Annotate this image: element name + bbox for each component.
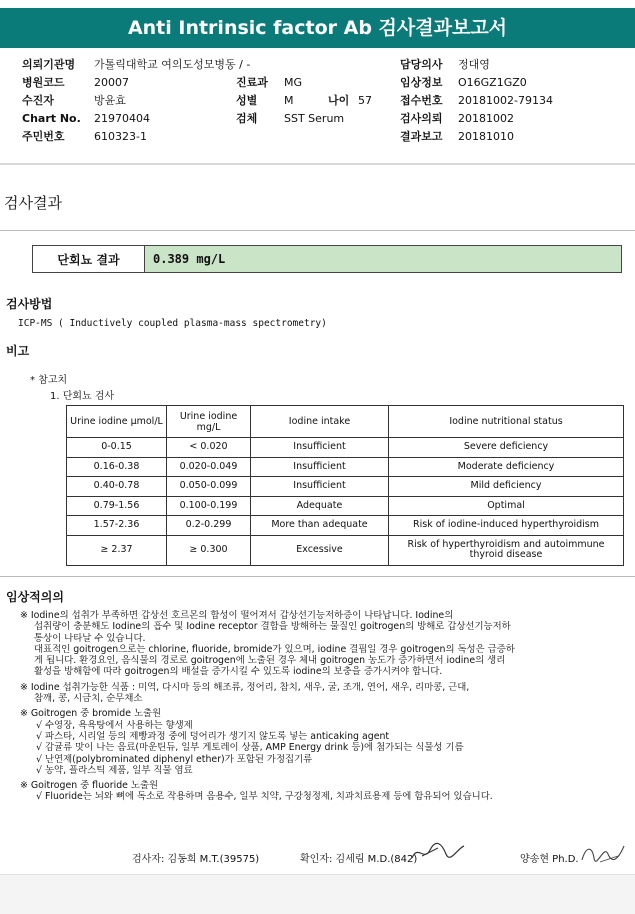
chart-no-value: 21970404 (94, 112, 150, 125)
cell: 0.40-0.78 (67, 477, 167, 497)
resident-no-label: 주민번호 (22, 130, 65, 143)
report-date-value: 20181010 (458, 130, 514, 143)
remarks-heading: 비고 (6, 344, 30, 358)
header-right (400, 56, 553, 146)
hospital-value: 가톨릭대학교 여의도성모병동 / - (94, 58, 251, 71)
note-line: √ 수영장, 욕욕탕에서 사용하는 향생제 (36, 719, 193, 731)
doctor-value: 정대영 (458, 58, 490, 71)
cell: More than adequate (251, 516, 389, 536)
note-line: √ 농약, 플라스틱 제품, 일부 직물 염료 (36, 764, 193, 776)
header-left (22, 56, 250, 146)
cell: Risk of hyperthyroidism and autoimmune thyroid disease (389, 535, 624, 565)
note-line: ※ Goitrogen 중 bromide 노출원 (20, 708, 162, 720)
table-row (67, 438, 624, 458)
result-heading: 검사결과 (4, 194, 62, 212)
table-row (67, 535, 624, 565)
clinical-notes (20, 610, 630, 803)
table-row (67, 477, 624, 497)
chart-no-label: Chart No. (22, 112, 81, 125)
result-label: 단회뇨 결과 (33, 246, 145, 272)
cell: Severe deficiency (389, 438, 624, 458)
cell: Optimal (389, 496, 624, 516)
sex-label: 성별 (236, 94, 258, 107)
col-header-status: Iodine nutritional status (389, 406, 624, 438)
clinical-info-value: O16GZ1GZ0 (458, 76, 527, 89)
result-box (32, 245, 622, 273)
patient-label: 수진자 (22, 94, 54, 107)
note-line: 게 됩니다. 환경요인, 음식물의 경로로 goitrogen에 노출된 경우 체내 goitrogen 농도가 증가하면서 iodine의 생리 (34, 655, 506, 667)
cell: Insufficient (251, 477, 389, 497)
hospital-code-label: 병원코드 (22, 76, 65, 89)
hospital-code-value: 20007 (94, 76, 129, 89)
method-heading: 검사방법 (6, 297, 53, 311)
cell: 0.16-0.38 (67, 457, 167, 477)
age-label: 나이 (328, 94, 350, 107)
cell: Mild deficiency (389, 477, 624, 497)
table-row (67, 516, 624, 536)
result-value: 0.389 mg/L (145, 246, 621, 272)
cell: 1.57-2.36 (67, 516, 167, 536)
request-date-value: 20181002 (458, 112, 514, 125)
doctor-label: 담당의사 (400, 58, 443, 71)
result-divider (0, 230, 635, 231)
note-line: 대표적인 goitrogen으로는 chlorine, fluoride, bromide가 있으며, iodine 결핍일 경우 goitrogen의 독성은 급증하 (34, 643, 515, 655)
table-row (67, 496, 624, 516)
handwritten-signature-icon (408, 840, 468, 864)
receipt-no-value: 20181002-79134 (458, 94, 553, 107)
cell: ≥ 0.300 (167, 535, 251, 565)
cell: Risk of iodine-induced hyperthyroidism (389, 516, 624, 536)
director-handwritten-signature-icon (578, 840, 628, 866)
col-header-mg: Urine iodine mg/L (167, 406, 251, 438)
cell: < 0.020 (167, 438, 251, 458)
resident-no-value: 610323-1 (94, 130, 147, 143)
note-line: √ Fluoride는 뇌와 뼈에 독소로 작용하며 음용수, 일부 치약, 구강청정제, 치과치료용제 등에 함유되어 있습니다. (36, 791, 493, 803)
note-line: √ 파스타, 시리얼 등의 제빵과정 중에 덩어리가 생기지 않도록 넣는 anticaking agent (36, 730, 390, 742)
col-header-intake: Iodine intake (251, 406, 389, 438)
cell: 0.020-0.049 (167, 457, 251, 477)
age-value: 57 (358, 94, 372, 107)
cell: Insufficient (251, 457, 389, 477)
cell: Adequate (251, 496, 389, 516)
clinical-info-label: 임상정보 (400, 76, 443, 89)
note-line: 참깨, 콩, 시금치, 순무채소 (34, 693, 143, 705)
note-line: √ 난연제(polybrominated diphenyl ether)가 포함된 가정집기류 (36, 753, 313, 765)
table-header-row (67, 406, 624, 438)
clinical-divider (0, 576, 635, 577)
cell: 0.050-0.099 (167, 477, 251, 497)
note-line: ※ Iodine의 섭취가 부족하면 갑상선 호르몬의 합성이 떨어져서 갑상선기능저하증이 나타납니다. Iodine의 (20, 610, 454, 621)
cell: 0-0.15 (67, 438, 167, 458)
reference-subtitle: 1. 단회뇨 검사 (50, 391, 115, 402)
tester-signature: 검사자: 김동희 M.T.(39575) (132, 854, 260, 865)
department-value: MG (284, 76, 303, 89)
reference-title: * 참고치 (30, 375, 68, 386)
request-date-label: 검사의뢰 (400, 112, 443, 125)
receipt-no-label: 접수번호 (400, 94, 443, 107)
sex-value: M (284, 94, 294, 107)
note-line: ※ Iodine 섭취가능한 식품 : 미역, 다시마 등의 해조류, 정어리, 참치, 새우, 굴, 조개, 연어, 새우, 리마콩, 근대, (20, 681, 470, 693)
cell: 0.79-1.56 (67, 496, 167, 516)
cell: Moderate deficiency (389, 457, 624, 477)
hospital-label: 의뢰기관명 (22, 58, 76, 71)
note-line: ※ Goitrogen 중 fluoride 노출원 (20, 780, 159, 792)
header-middle (236, 74, 372, 128)
patient-value: 방윤효 (94, 94, 126, 107)
reference-table (66, 405, 624, 566)
note-line: 활성을 방해함에 따라 goitrogen의 배설을 증가시킬 수 있도록 iodine의 보충을 증가시켜야 합니다. (34, 666, 443, 678)
report-title: Anti Intrinsic factor Ab 검사결과보고서 (0, 8, 635, 48)
cell: Excessive (251, 535, 389, 565)
director-signature: 양송현 Ph.D. (520, 854, 579, 865)
note-line: √ 감귤류 맛이 나는 음료(마운틴듀, 일부 게토레이 상품, AMP Energy drink 등)에 첨가되는 식물성 기름 (36, 742, 464, 754)
clinical-heading: 임상적의의 (6, 590, 64, 604)
cell: Insufficient (251, 438, 389, 458)
cell: ≥ 2.37 (67, 535, 167, 565)
col-header-umol: Urine iodine μmol/L (67, 406, 167, 438)
confirmer-signature: 확인자: 김세림 M.D.(842) (300, 854, 418, 865)
specimen-value: SST Serum (284, 112, 345, 125)
cell: 0.2-0.299 (167, 516, 251, 536)
cell: 0.100-0.199 (167, 496, 251, 516)
footer-band (0, 874, 635, 914)
method-text: ICP-MS ( Inductively coupled plasma-mass spectrometry) (18, 318, 327, 329)
table-row (67, 457, 624, 477)
header-divider (0, 163, 635, 165)
specimen-label: 검체 (236, 112, 258, 125)
note-line: 섭취량이 충분해도 Iodine의 흡수 및 Iodine receptor 결합을 방해하는 물질인 goitrogen의 방해로 갑상선기능저하 (34, 621, 511, 633)
department-label: 진료과 (236, 76, 268, 89)
note-line: 통상이 나타날 수 있습니다. (34, 632, 146, 644)
report-date-label: 결과보고 (400, 130, 443, 143)
